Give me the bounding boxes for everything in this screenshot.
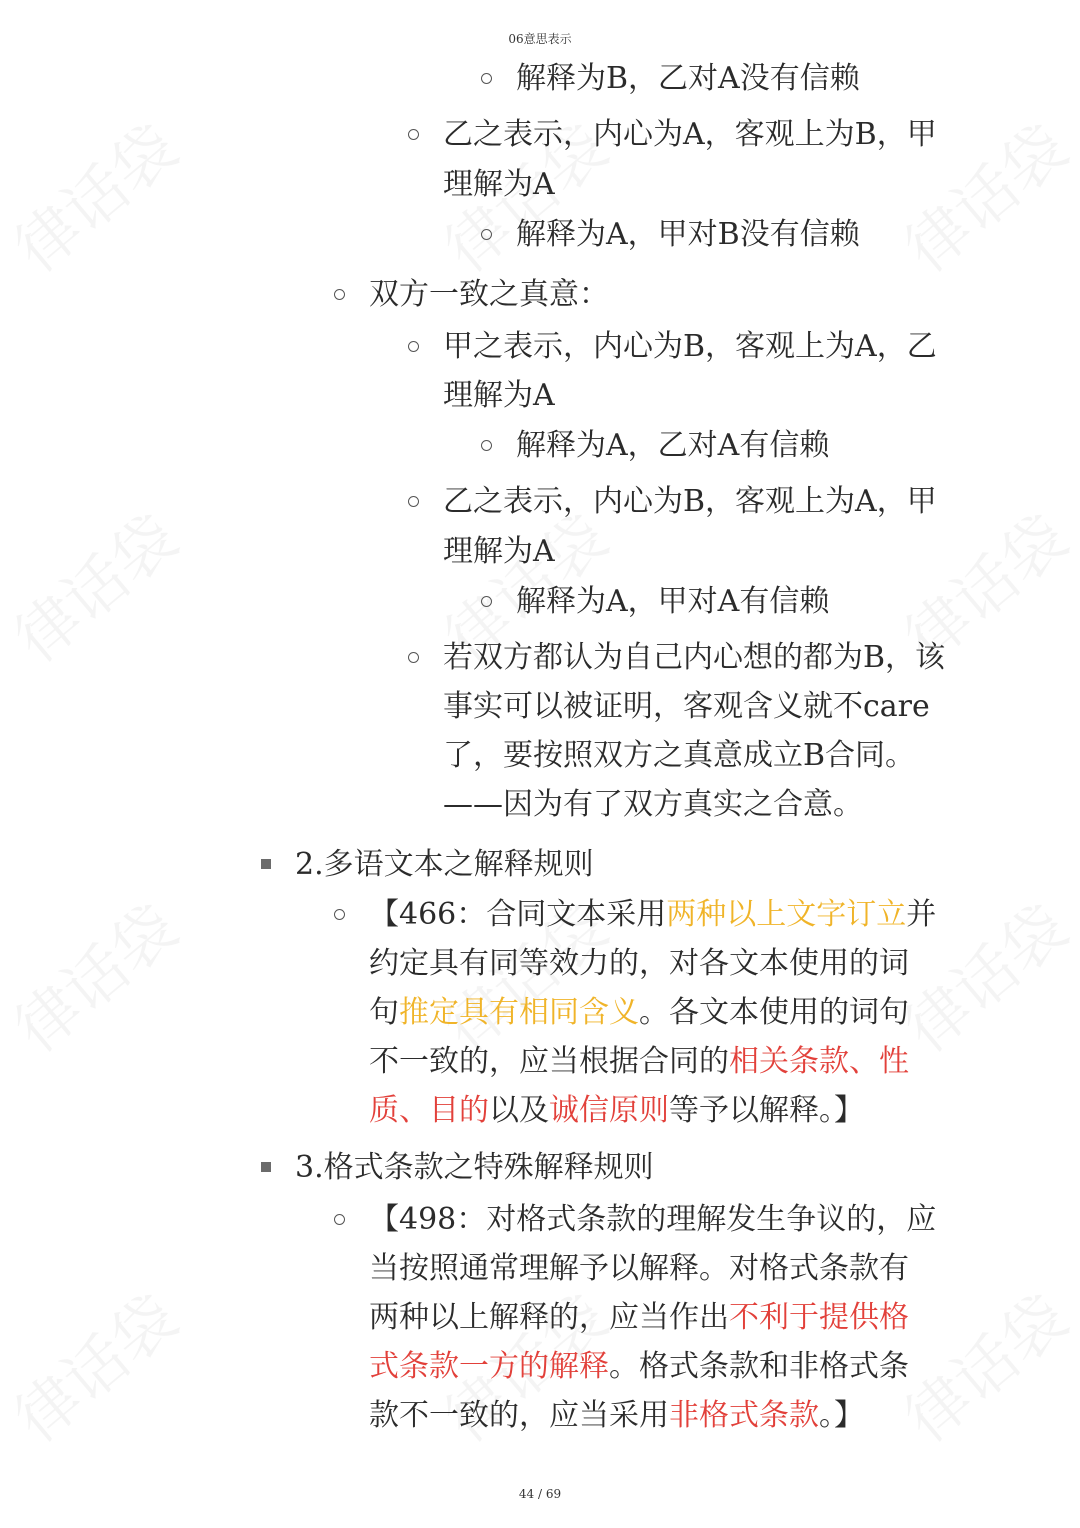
watermark <box>0 881 193 1069</box>
list-item: 双方一致之真意： <box>369 277 609 312</box>
article-498-line: 当按照通常理解予以解释。对格式条款有 <box>369 1251 909 1286</box>
watermark <box>0 1271 193 1459</box>
list-item: 解释为A，乙对A有信赖 <box>516 428 830 463</box>
circle-bullet-icon <box>481 229 492 240</box>
list-item: 乙之表示，内心为A，客观上为B，甲 <box>443 117 937 152</box>
list-item-continuation: ——因为有了双方真实之合意。 <box>443 787 863 822</box>
circle-bullet-icon <box>481 73 492 84</box>
list-item-continuation: 了，要按照双方之真意成立B合同。 <box>443 738 916 773</box>
circle-bullet-icon <box>334 289 345 300</box>
section-heading: 3.格式条款之特殊解释规则 <box>295 1150 654 1185</box>
article-498-line: 【498：对格式条款的理解发生争议的，应 <box>369 1202 937 1237</box>
article-466-line: 质、目的以及诚信原则等予以解释。】 <box>369 1093 864 1128</box>
circle-bullet-icon <box>408 496 419 507</box>
circle-bullet-icon <box>334 909 345 920</box>
article-466-line: 约定具有同等效力的，对各文本使用的词 <box>369 946 909 981</box>
square-bullet-icon <box>261 1162 271 1172</box>
list-item: 解释为A，甲对A有信赖 <box>516 584 830 619</box>
section-heading: 2.多语文本之解释规则 <box>295 847 594 882</box>
list-item: 解释为B，乙对A没有信赖 <box>516 61 860 96</box>
circle-bullet-icon <box>408 341 419 352</box>
article-466-line: 【466：合同文本采用两种以上文字订立并 <box>369 897 937 932</box>
square-bullet-icon <box>261 859 271 869</box>
watermark <box>0 101 193 289</box>
watermark <box>883 1271 1080 1459</box>
circle-bullet-icon <box>408 652 419 663</box>
page-header-title: 06意思表示 <box>508 32 572 46</box>
list-item: 乙之表示，内心为B，客观上为A，甲 <box>443 484 937 519</box>
list-item: 解释为A，甲对B没有信赖 <box>516 217 860 252</box>
circle-bullet-icon <box>334 1214 345 1225</box>
list-item-continuation: 理解为A <box>443 534 555 569</box>
article-498-line: 两种以上解释的，应当作出不利于提供格 <box>369 1300 909 1335</box>
circle-bullet-icon <box>481 596 492 607</box>
article-498-line: 式条款一方的解释。格式条款和非格式条 <box>369 1349 909 1384</box>
list-item-continuation: 理解为A <box>443 378 555 413</box>
list-item: 甲之表示，内心为B，客观上为A，乙 <box>443 329 937 364</box>
article-466-line: 不一致的，应当根据合同的相关条款、性 <box>369 1044 909 1079</box>
circle-bullet-icon <box>408 129 419 140</box>
list-item-continuation: 理解为A <box>443 167 555 202</box>
article-466-line: 句推定具有相同含义。各文本使用的词句 <box>369 995 909 1030</box>
list-item-continuation: 事实可以被证明，客观含义就不care <box>443 689 930 724</box>
circle-bullet-icon <box>481 440 492 451</box>
watermark <box>0 491 193 679</box>
list-item: 若双方都认为自己内心想的都为B，该 <box>443 640 946 675</box>
article-498-line: 款不一致的，应当采用非格式条款。】 <box>369 1398 864 1433</box>
page-number: 44 / 69 <box>518 1487 562 1501</box>
